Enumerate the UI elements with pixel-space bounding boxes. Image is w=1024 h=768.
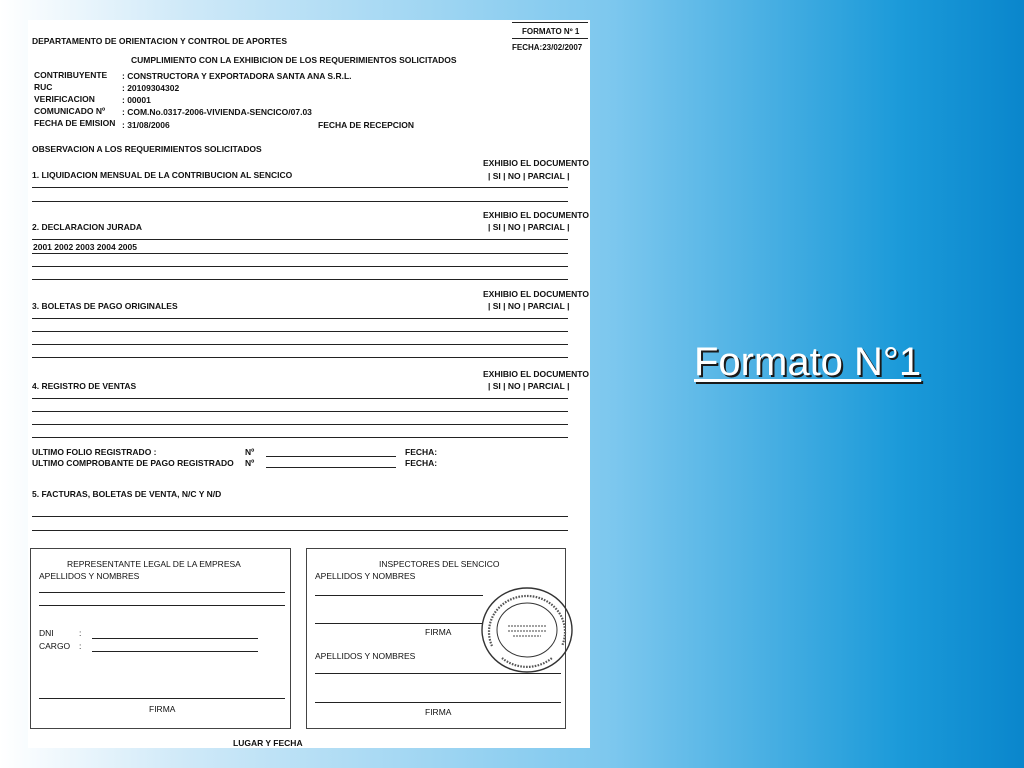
insp-signature-line (315, 702, 561, 703)
section-line (32, 331, 568, 332)
rep-box-title: REPRESENTANTE LEGAL DE LA EMPRESA (67, 559, 241, 569)
insp-firma-label: FIRMA (425, 627, 452, 637)
rep-dni-colon: : (79, 628, 82, 638)
section-line (32, 253, 568, 254)
insp-box-title: INSPECTORES DEL SENCICO (379, 559, 500, 569)
section-title: 3. BOLETAS DE PAGO ORIGINALES (32, 301, 178, 311)
section-line (32, 411, 568, 412)
folio-label: ULTIMO FOLIO REGISTRADO : (32, 447, 157, 457)
insp-firma-label: FIRMA (425, 707, 452, 717)
section-title: 4. REGISTRO DE VENTAS (32, 381, 137, 391)
section-line (32, 357, 568, 358)
field-value: : 00001 (122, 95, 151, 105)
field-label: CONTRIBUYENTE (34, 70, 108, 80)
rep-signature-line (39, 698, 285, 699)
field-label: RUC (34, 82, 53, 92)
scanned-form-document (28, 20, 590, 748)
section-line (32, 266, 568, 267)
observacion-title: OBSERVACION A LOS REQUERIMIENTOS SOLICITADOS (32, 144, 262, 154)
comprobante-fecha-label: FECHA: (405, 458, 438, 468)
header-rule (512, 22, 588, 23)
slide-title: Formato N°1 (694, 340, 922, 384)
field-value: : 20109304302 (122, 83, 180, 93)
sencico-seal-stamp (480, 586, 574, 674)
rep-dni-line (92, 638, 258, 639)
rep-dni-label: DNI (39, 628, 54, 638)
section-line (32, 424, 568, 425)
rep-firma-label: FIRMA (149, 704, 176, 714)
section-title: 1. LIQUIDACION MENSUAL DE LA CONTRIBUCION AL SENCICO (32, 170, 293, 180)
insp-name-line (315, 595, 483, 596)
folio-fecha-label: FECHA: (405, 447, 438, 457)
rep-name-line (39, 592, 285, 593)
rep-apellidos-label: APELLIDOS Y NOMBRES (39, 571, 140, 581)
declaracion-years: 2001 2002 2003 2004 2005 (33, 242, 137, 252)
fecha-recepcion-label: FECHA DE RECEPCION (318, 120, 415, 130)
exhibit-options: | SI | NO | PARCIAL | (488, 381, 570, 391)
section-line (32, 437, 568, 438)
exhibit-label: EXHIBIO EL DOCUMENTO (483, 289, 589, 299)
exhibit-options: | SI | NO | PARCIAL | (488, 222, 570, 232)
exhibit-label: EXHIBIO EL DOCUMENTO (483, 158, 589, 168)
section-line (32, 318, 568, 319)
section-line (32, 187, 568, 188)
field-value: : COM.No.0317-2006-VIVIENDA-SENCICO/07.03 (122, 107, 312, 117)
form-date: FECHA:23/02/2007 (512, 43, 583, 52)
lugar-fecha-label: LUGAR Y FECHA (233, 738, 303, 748)
insp-name-line (315, 623, 483, 624)
form-subtitle: CUMPLIMIENTO CON LA EXHIBICION DE LOS REQUERIMIENTOS SOLICITADOS (131, 55, 457, 65)
field-label: VERIFICACION (34, 94, 95, 104)
insp-apellidos-label: APELLIDOS Y NOMBRES (315, 651, 416, 661)
exhibit-options: | SI | NO | PARCIAL | (488, 171, 570, 181)
exhibit-label: EXHIBIO EL DOCUMENTO (483, 369, 589, 379)
section5-title: 5. FACTURAS, BOLETAS DE VENTA, N/C Y N/D (32, 489, 222, 499)
exhibit-options: | SI | NO | PARCIAL | (488, 301, 570, 311)
comprobante-label: ULTIMO COMPROBANTE DE PAGO REGISTRADO (32, 458, 234, 468)
folio-number-line (266, 456, 396, 457)
comprobante-n-label: Nº (245, 458, 255, 468)
department-title: DEPARTAMENTO DE ORIENTACION Y CONTROL DE APORTES (32, 36, 288, 46)
section-line (32, 279, 568, 280)
section-line (32, 516, 568, 517)
section-line (32, 201, 568, 202)
rep-cargo-label: CARGO (39, 641, 71, 651)
section-line (32, 398, 568, 399)
insp-apellidos-label: APELLIDOS Y NOMBRES (315, 571, 416, 581)
field-label: COMUNICADO Nº (34, 106, 106, 116)
comprobante-number-line (266, 467, 396, 468)
section-line (32, 239, 568, 240)
form-id: FORMATO Nº 1 (522, 27, 580, 36)
field-value: : CONSTRUCTORA Y EXPORTADORA SANTA ANA S.R.L. (122, 71, 352, 81)
exhibit-label: EXHIBIO EL DOCUMENTO (483, 210, 589, 220)
section-line (32, 344, 568, 345)
rep-cargo-colon: : (79, 641, 82, 651)
representative-box (30, 548, 291, 729)
section-line (32, 530, 568, 531)
field-value: : 31/08/2006 (122, 120, 170, 130)
section-title: 2. DECLARACION JURADA (32, 222, 143, 232)
field-label: FECHA DE EMISION (34, 118, 116, 128)
header-rule (512, 38, 588, 39)
folio-n-label: Nº (245, 447, 255, 457)
rep-name-line (39, 605, 285, 606)
rep-cargo-line (92, 651, 258, 652)
